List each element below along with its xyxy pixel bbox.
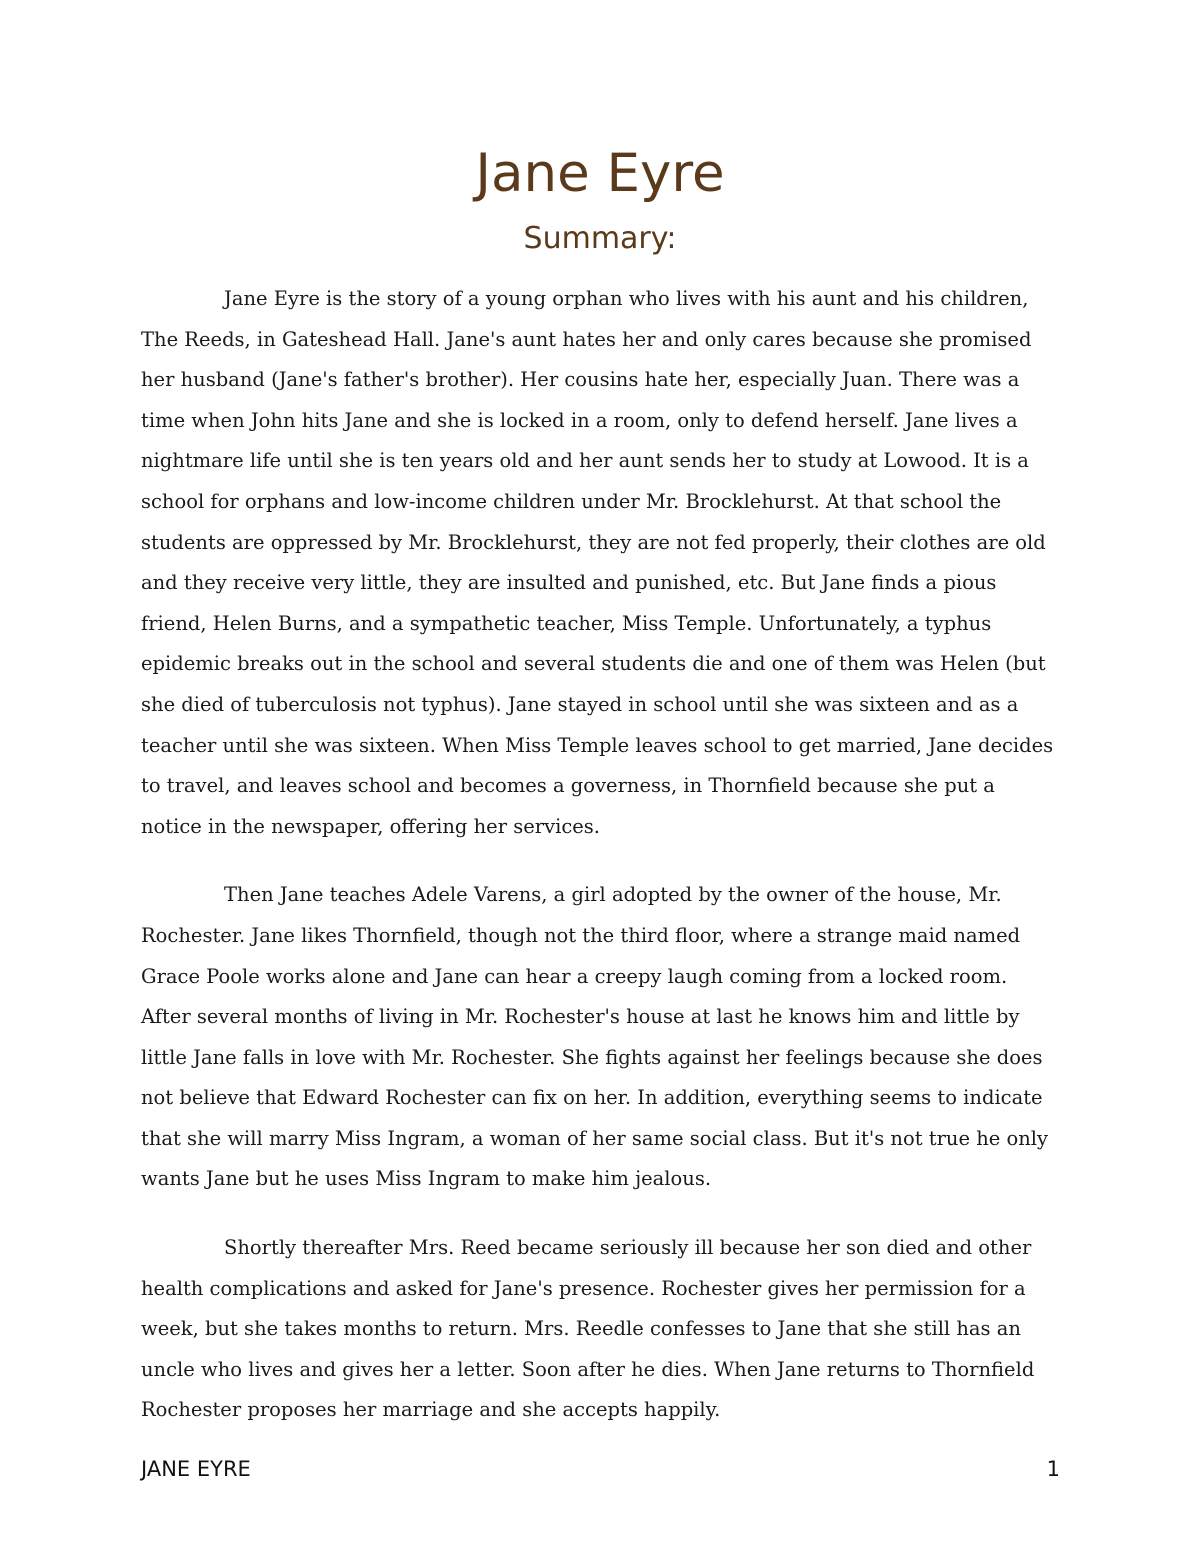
paragraph: Then Jane teaches Adele Varens, a girl adopted by the owner of the house, Mr. Rochester. Jane likes Thornfield, though not the third floor, where a strange maid named Grace Poole works alone and Jane can hear a creepy laugh coming from a locked room. After several months of living in Mr. Rochester's house at last he knows him and little by little Jane falls in love with Mr. Rochester. She fights against her feelings because she does not believe that Edward Rochester can fix on her. In addition, everything seems to indicate that she will marry Miss Ingram, a woman of her same social class. But it's not true he only wants Jane but he uses Miss Ingram to make him jealous. <box>141 883 1049 1191</box>
document-title: Jane Eyre <box>475 143 725 204</box>
page-number: 1 <box>1046 1457 1060 1481</box>
document-body <box>141 279 1061 1459</box>
running-header: JANE EYRE <box>141 1457 251 1481</box>
document-subtitle: Summary: <box>523 221 677 256</box>
paragraph: Jane Eyre is the story of a young orphan who lives with his aunt and his children, The Reeds, in Gateshead Hall. Jane's aunt hates her and only cares because she promised her husband (Jane's father's brother). Her cousins hate her, especially Juan. There was a time when John hits Jane and she is locked in a room, only to defend herself. Jane lives a nightmare life until she is ten years old and her aunt sends her to study at Lowood. It is a school for orphans and low-income children under Mr. Brocklehurst. At that school the students are oppressed by Mr. Brocklehurst, they are not fed properly, their clothes are old and they receive very little, they are insulted and punished, etc. But Jane finds a pious friend, Helen Burns, and a sympathetic teacher, Miss Temple. Unfortunately, a typhus epidemic breaks out in the school and several students die and one of them was Helen (but she died of tuberculosis not typhus). Jane stayed in school until she was sixteen and as a teacher until she was sixteen. When Miss Temple leaves school to get married, Jane decides to travel, and leaves school and becomes a governess, in Thornfield because she put a notice in the newspaper, offering her services. <box>141 287 1054 838</box>
paragraph: Shortly thereafter Mrs. Reed became seriously ill because her son died and other health complications and asked for Jane's presence. Rochester gives her permission for a week, but she takes months to return. Mrs. Reedle confesses to Jane that she still has an uncle who lives and gives her a letter. Soon after he dies. When Jane returns to Thornfield Rochester proposes her marriage and she accepts happily. <box>141 1236 1035 1422</box>
